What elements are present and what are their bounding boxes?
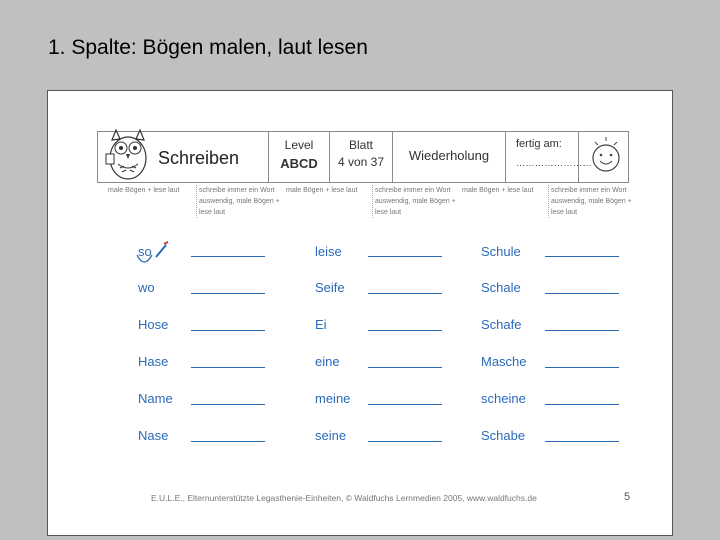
word-col2-row2: Seife — [315, 280, 345, 295]
word-col2-row3: Ei — [315, 317, 327, 332]
word-col1-row1: so — [138, 244, 152, 259]
write-line[interactable] — [191, 367, 265, 368]
write-line[interactable] — [545, 293, 619, 294]
write-line[interactable] — [545, 256, 619, 257]
slide-title: 1. Spalte: Bögen malen, laut lesen — [48, 36, 368, 59]
write-line[interactable] — [545, 367, 619, 368]
header-section-cell — [98, 132, 269, 182]
owl-icon — [100, 126, 158, 182]
section-title: Schreiben — [158, 148, 240, 168]
write-line[interactable] — [191, 293, 265, 294]
done-blank: …………………… — [516, 158, 592, 168]
done-label: fertig am: — [516, 138, 562, 150]
word-col3-row2: Schale — [481, 280, 521, 295]
instruction-1: male Bögen + lese laut — [108, 187, 180, 194]
write-line[interactable] — [545, 404, 619, 405]
word-col2-row6: seine — [315, 428, 347, 443]
worksheet-header — [97, 131, 629, 183]
write-line[interactable] — [191, 256, 265, 257]
write-line[interactable] — [191, 441, 265, 442]
smiley-icon — [589, 134, 623, 178]
instruction-3: male Bögen + lese laut — [286, 187, 358, 194]
instruction-row — [108, 185, 648, 221]
blatt-value: 4 von 37 — [337, 155, 385, 169]
instruction-6: schreibe immer ein Wort auswendig, male Bögen + lese laut — [548, 185, 639, 218]
write-line[interactable] — [545, 330, 619, 331]
blatt-label: Blatt — [348, 138, 373, 152]
write-line[interactable] — [368, 256, 442, 257]
worksheet-footer: E.U.L.E., Elternunterstützte Legasthenie-Einheiten, © Waldfuchs Lernmedien 2005, www.waldfuchs.de — [151, 493, 537, 503]
word-col1-row6: Nase — [138, 428, 169, 443]
word-col3-row6: Schabe — [481, 428, 526, 443]
word-col2-row4: eine — [315, 354, 340, 369]
write-line[interactable] — [368, 293, 442, 294]
word-col3-row5: scheine — [481, 391, 526, 406]
level-value: ABCD — [280, 156, 318, 171]
header-level-cell — [269, 132, 330, 182]
page-number: 5 — [624, 491, 631, 503]
word-col3-row1: Schule — [481, 244, 521, 259]
word-col1-row4: Hase — [138, 354, 169, 369]
word-col3-row3: Schafe — [481, 317, 522, 332]
write-line[interactable] — [545, 441, 619, 442]
write-line[interactable] — [191, 330, 265, 331]
write-line[interactable] — [191, 404, 265, 405]
level-label: Level — [284, 138, 314, 152]
header-mode-cell — [393, 132, 506, 182]
write-line[interactable] — [368, 367, 442, 368]
instruction-2: schreibe immer ein Wort auswendig, male Bögen + lese laut — [196, 185, 287, 218]
write-line[interactable] — [368, 441, 442, 442]
word-col1-row5: Name — [138, 391, 173, 406]
word-col2-row5: meine — [315, 391, 351, 406]
header-blatt-cell — [330, 132, 393, 182]
word-col1-row2: wo — [138, 280, 155, 295]
worksheet — [47, 90, 673, 536]
header-smiley-cell — [579, 132, 628, 182]
mode-label: Wiederholung — [408, 148, 490, 163]
instruction-4: schreibe immer ein Wort auswendig, male Bögen + lese laut — [372, 185, 463, 218]
instruction-5: male Bögen + lese laut — [462, 187, 534, 194]
write-line[interactable] — [368, 330, 442, 331]
word-col3-row4: Masche — [481, 354, 527, 369]
word-col2-row1: leise — [315, 244, 342, 259]
word-col1-row3: Hose — [138, 317, 169, 332]
header-done-cell — [506, 132, 592, 182]
write-line[interactable] — [368, 404, 442, 405]
